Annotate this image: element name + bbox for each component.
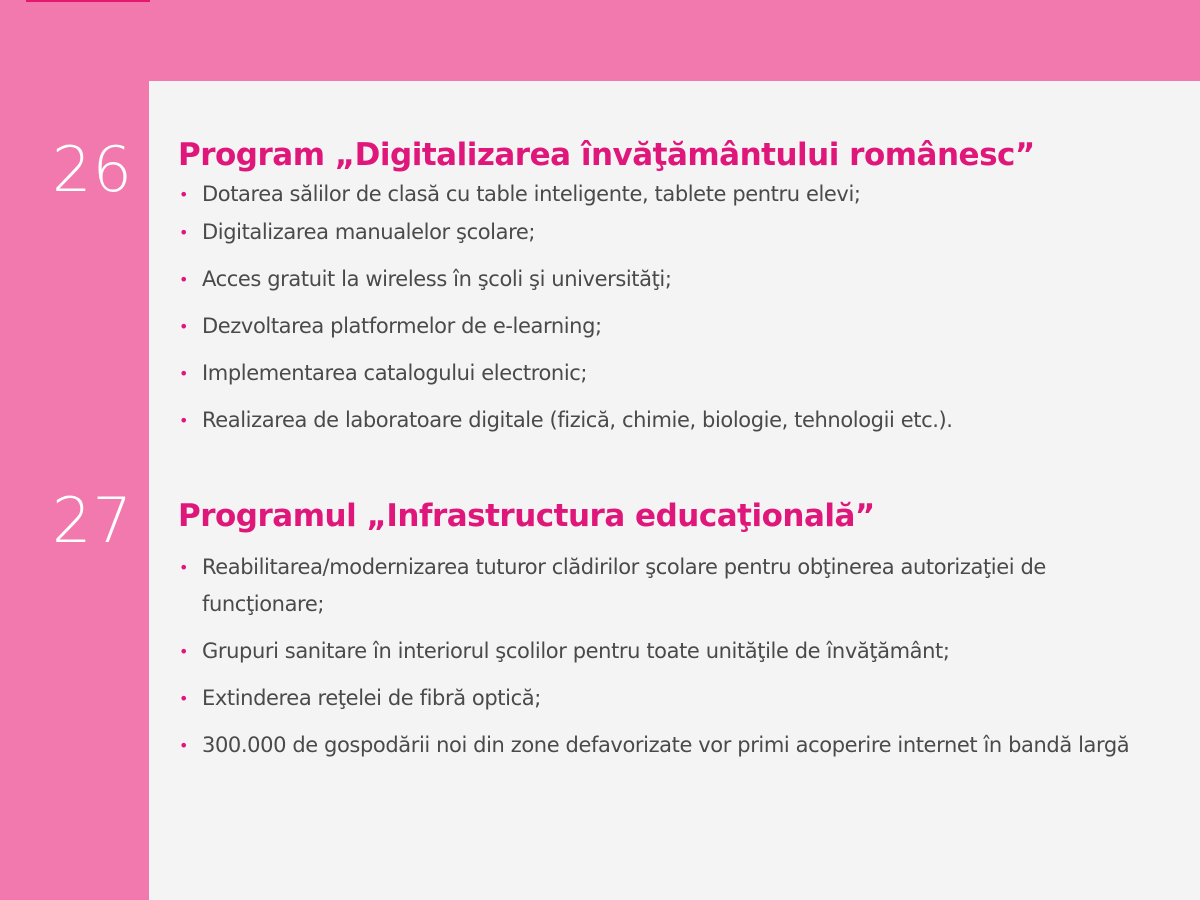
list-item — [178, 727, 1168, 764]
section-number: 26 — [52, 133, 133, 206]
list-item — [178, 176, 1168, 213]
list-item — [178, 261, 1168, 298]
list-item-text: Reabilitarea/modernizarea tuturor clădirilor şcolare pentru obţinerea autorizaţiei de funcţionare; — [202, 555, 1046, 616]
bullet-icon: • — [179, 185, 189, 204]
list-item — [178, 680, 1168, 717]
bullet-icon: • — [179, 270, 189, 289]
program-section — [178, 496, 1168, 774]
list-item-text: Dotarea sălilor de clasă cu table inteligente, tablete pentru elevi; — [202, 182, 861, 206]
bullet-icon: • — [179, 411, 189, 430]
list-item — [178, 549, 1168, 623]
bullet-icon: • — [179, 642, 189, 661]
section-title: Programul „Infrastructura educaţională” — [178, 498, 875, 534]
list-item — [178, 214, 1168, 251]
section-number: 27 — [52, 484, 133, 557]
program-section — [178, 135, 1168, 449]
bullet-icon: • — [179, 736, 189, 755]
list-item — [178, 355, 1168, 392]
list-item — [178, 402, 1168, 439]
list-item-text: Dezvoltarea platformelor de e-learning; — [202, 314, 602, 338]
bullet-icon: • — [179, 558, 189, 577]
bullet-list — [178, 549, 1168, 764]
list-item-text: Realizarea de laboratoare digitale (fizică, chimie, biologie, tehnologii etc.). — [202, 408, 953, 432]
bullet-icon: • — [179, 364, 189, 383]
bullet-icon: • — [179, 689, 189, 708]
list-item-text: 300.000 de gospodării noi din zone defavorizate vor primi acoperire internet în bandă largă — [202, 733, 1130, 757]
list-item-text: Implementarea catalogului electronic; — [202, 361, 588, 385]
list-item-text: Grupuri sanitare în interiorul şcolilor pentru toate unităţile de învăţământ; — [202, 639, 950, 663]
bullet-icon: • — [179, 223, 189, 242]
top-accent-tab — [26, 0, 150, 2]
section-title: Program „Digitalizarea învăţământului românesc” — [178, 137, 1035, 173]
bullet-list — [178, 176, 1168, 439]
list-item-text: Acces gratuit la wireless în şcoli şi universităţi; — [202, 267, 672, 291]
list-item-text: Digitalizarea manualelor şcolare; — [202, 220, 536, 244]
list-item — [178, 633, 1168, 670]
list-item — [178, 308, 1168, 345]
bullet-icon: • — [179, 317, 189, 336]
list-item-text: Extinderea reţelei de fibră optică; — [202, 686, 541, 710]
